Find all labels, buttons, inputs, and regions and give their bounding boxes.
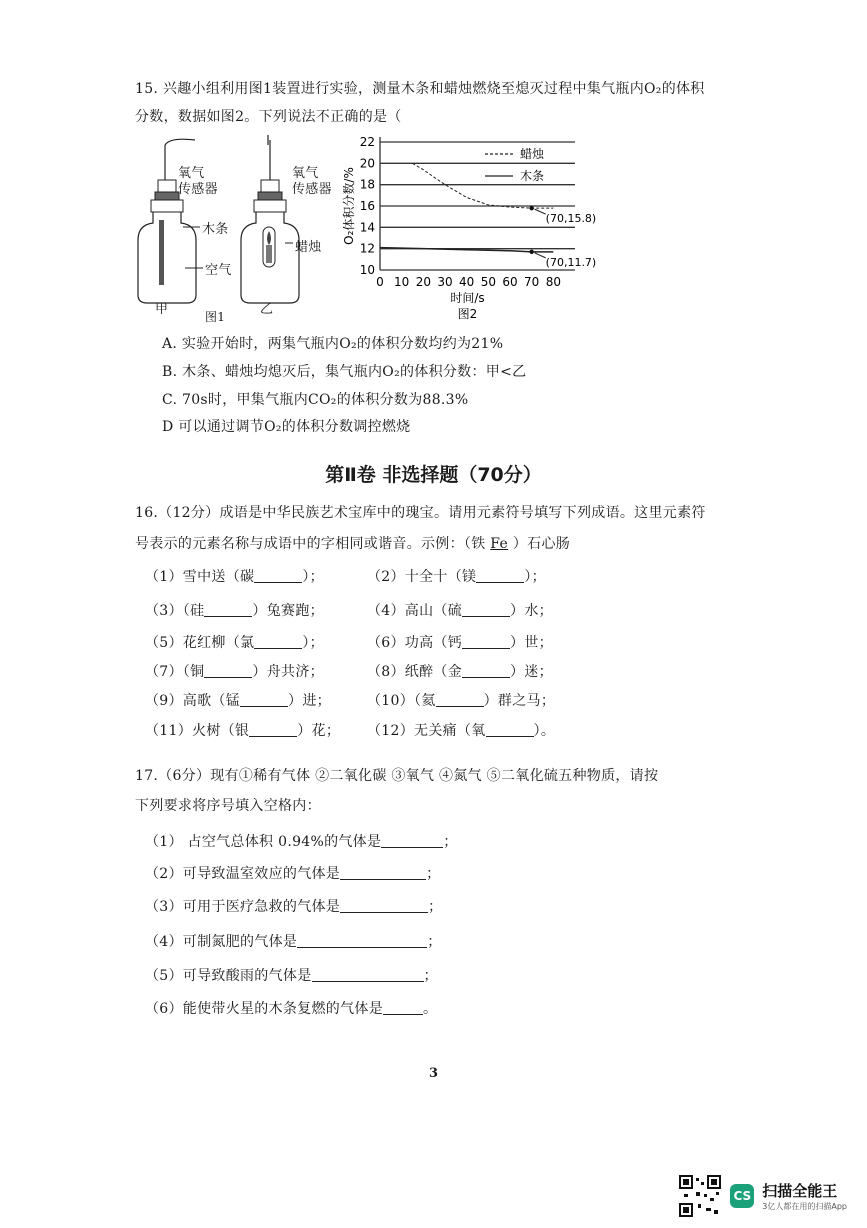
q16-item-suffix: ）舟共济； bbox=[252, 664, 324, 680]
figure-2-chart bbox=[335, 130, 615, 325]
fig1-sensor-label-a-1: 氧气 bbox=[178, 166, 205, 181]
q16-item bbox=[367, 661, 553, 681]
y-tick-label: 20 bbox=[359, 156, 375, 171]
q16-item-text: （2）十全十（镁 bbox=[367, 569, 477, 585]
q16-item-suffix: ）花； bbox=[297, 723, 341, 739]
x-tick-label: 0 bbox=[376, 275, 384, 289]
q17-item-text: （6）能使带火星的木条复燃的气体是 bbox=[145, 1001, 384, 1017]
q16-item-text: （3）（硅 bbox=[145, 603, 205, 619]
watermark-subtitle: 3亿人都在用的扫描App bbox=[762, 1202, 847, 1211]
fig1-sensor-label-b-2: 传感器 bbox=[292, 182, 332, 197]
fig1-sensor-label-b-1: 氧气 bbox=[292, 166, 319, 181]
q16-answer-blank[interactable] bbox=[249, 722, 297, 737]
q16-item-text: （7）（铜 bbox=[145, 664, 205, 680]
q16-answer-blank[interactable] bbox=[240, 692, 288, 707]
y-tick-label: 10 bbox=[359, 263, 375, 277]
annotation-label: (70,11.7) bbox=[545, 255, 597, 269]
q15-option-c: C. 70s时，甲集气瓶内CO₂的体积分数为88.3% bbox=[162, 392, 469, 408]
q16-example-symbol: Fe bbox=[490, 536, 509, 552]
q17-item-suffix: ； bbox=[427, 934, 442, 950]
y-tick-label: 22 bbox=[359, 135, 375, 149]
q17-item-text: （5）可导致酸雨的气体是 bbox=[145, 968, 312, 984]
q16-answer-blank[interactable] bbox=[476, 568, 524, 583]
q16-answer-blank[interactable] bbox=[204, 602, 252, 617]
x-tick-label: 10 bbox=[394, 275, 410, 289]
q16-item bbox=[145, 690, 331, 710]
x-tick-label: 50 bbox=[480, 275, 496, 289]
q17-item-suffix: ； bbox=[426, 866, 441, 882]
q16-item-text: （6）功高（钙 bbox=[367, 635, 463, 651]
x-tick-label: 20 bbox=[415, 275, 431, 289]
fig1-caption: 图1 bbox=[205, 310, 226, 324]
q17-item bbox=[145, 965, 438, 985]
q16-stem-line2-b: ）石心肠 bbox=[508, 536, 571, 552]
q17-stem-line2: 下列要求将序号填入空格内： bbox=[135, 798, 321, 814]
q17-item-suffix: ； bbox=[423, 968, 438, 984]
annotation-point bbox=[529, 206, 533, 210]
fig1-sensor-label-a-2: 传感器 bbox=[178, 182, 218, 197]
q16-answer-blank[interactable] bbox=[486, 722, 534, 737]
q16-item-suffix: ）； bbox=[524, 569, 546, 585]
q16-item-suffix: ）。 bbox=[533, 723, 556, 739]
x-tick-label: 60 bbox=[502, 275, 518, 289]
annotation-leader bbox=[535, 253, 546, 258]
fig1-bottle-jia-label: 甲 bbox=[155, 302, 169, 317]
q17-item-suffix: ； bbox=[443, 834, 458, 850]
q16-item-text: （9）高歌（锰 bbox=[145, 693, 241, 709]
q17-item-text: （2）可导致温室效应的气体是 bbox=[145, 866, 341, 882]
y-axis-label: O₂体积分数/% bbox=[342, 167, 356, 245]
fig1-air-label: 空气 bbox=[205, 263, 232, 278]
q16-item-suffix: ）进； bbox=[288, 693, 331, 709]
qr-code-icon bbox=[678, 1174, 722, 1218]
q17-item-text: （1） 占空气总体积 0.94%的气体是 bbox=[145, 834, 382, 850]
q17-item bbox=[145, 998, 437, 1018]
q16-item-suffix: ）兔赛跑； bbox=[252, 603, 324, 619]
q17-item bbox=[145, 863, 440, 883]
q15-stem-line1: 15. 兴趣小组利用图1装置进行实验，测量木条和蜡烛燃烧至熄灭过程中集气瓶内O₂的体积 bbox=[135, 81, 705, 97]
q16-item-suffix: ）迷； bbox=[510, 664, 553, 680]
y-tick-label: 12 bbox=[359, 241, 375, 256]
q16-item-text: （1）雪中送（碳 bbox=[145, 569, 255, 585]
x-tick-label: 40 bbox=[459, 275, 475, 289]
x-tick-label: 80 bbox=[545, 275, 561, 289]
q17-answer-blank[interactable] bbox=[340, 865, 426, 880]
q17-answer-blank[interactable] bbox=[297, 933, 427, 948]
q16-item-text: （4）高山（硫 bbox=[367, 603, 463, 619]
q16-stem-line2 bbox=[135, 533, 570, 553]
q16-item-suffix: ）世； bbox=[510, 635, 553, 651]
q16-stem-line1: 16.（12分）成语是中华民族艺术宝库中的瑰宝。请用元素符号填写下列成语。这里元素符 bbox=[135, 505, 706, 521]
camscanner-logo-icon: CS bbox=[730, 1184, 754, 1208]
q16-answer-blank[interactable] bbox=[254, 634, 302, 649]
figure-2-caption: 图2 bbox=[457, 307, 478, 321]
legend-label: 木条 bbox=[520, 169, 545, 183]
q16-item bbox=[367, 566, 546, 586]
q16-stem-line2-a: 号表示的元素名称与成语中的字相同或谐音。示例：（铁 bbox=[135, 536, 491, 552]
x-axis-label: 时间/s bbox=[450, 291, 485, 305]
x-tick-label: 70 bbox=[524, 275, 540, 289]
q17-item-text: （4）可制氮肥的气体是 bbox=[145, 934, 298, 950]
q16-item-text: （12）无关痛（氧 bbox=[367, 723, 486, 739]
q17-item-suffix: ； bbox=[428, 899, 443, 915]
fig1-stick-label: 木条 bbox=[202, 222, 229, 237]
q15-option-a: A. 实验开始时，两集气瓶内O₂的体积分数均约为21% bbox=[162, 336, 504, 352]
x-tick-label: 30 bbox=[437, 275, 453, 289]
q16-item bbox=[367, 690, 555, 710]
legend-label: 蜡烛 bbox=[520, 147, 545, 161]
annotation-label: (70,15.8) bbox=[545, 212, 597, 226]
q15-option-d: D 可以通过调节O₂的体积分数调控燃烧 bbox=[162, 419, 411, 435]
q16-item-suffix: ）； bbox=[302, 635, 324, 651]
q16-item bbox=[145, 632, 324, 652]
q16-answer-blank[interactable] bbox=[254, 568, 302, 583]
q16-item-suffix: ）； bbox=[302, 569, 324, 585]
fig1-bottle-yi-label: 乙 bbox=[260, 302, 274, 317]
q16-answer-blank[interactable] bbox=[436, 692, 484, 707]
y-tick-label: 18 bbox=[359, 177, 375, 192]
fig1-candle-label: 蜡烛 bbox=[295, 240, 322, 255]
q16-item bbox=[367, 600, 553, 620]
q16-item-text: （11）火树（银 bbox=[145, 723, 250, 739]
q16-item bbox=[367, 720, 555, 740]
q17-item bbox=[145, 931, 442, 951]
q16-item-text: （5）花红柳（氯 bbox=[145, 635, 255, 651]
q16-item bbox=[145, 600, 324, 620]
section-title: 第Ⅱ卷 非选择题（70分） bbox=[325, 464, 542, 486]
q15-stem-line2: 分数，数据如图2。下列说法不正确的是（ bbox=[135, 109, 402, 125]
bottle-yi bbox=[241, 135, 299, 303]
annotation-leader bbox=[535, 209, 546, 214]
q17-answer-blank[interactable] bbox=[381, 833, 443, 848]
q16-item bbox=[145, 720, 340, 740]
watermark-title: 扫描全能王 bbox=[762, 1182, 838, 1200]
q16-item-text: （10）（氦 bbox=[367, 693, 436, 709]
q16-answer-blank[interactable] bbox=[462, 602, 510, 617]
y-tick-label: 16 bbox=[359, 199, 375, 213]
annotation-point bbox=[529, 250, 533, 254]
q15-option-b: B. 木条、蜡烛均熄灭后，集气瓶内O₂的体积分数：甲<乙 bbox=[162, 364, 527, 380]
y-tick-label: 14 bbox=[359, 220, 375, 235]
q17-stem-line1: 17.（6分）现有①稀有气体 ②二氧化碳 ③氧气 ④氮气 ⑤二氧化硫五种物质，请按 bbox=[135, 768, 659, 784]
scanner-watermark bbox=[678, 1174, 847, 1218]
q16-answer-blank[interactable] bbox=[462, 634, 510, 649]
q17-answer-blank[interactable] bbox=[383, 1000, 423, 1015]
q17-item bbox=[145, 896, 442, 916]
q16-item-suffix: ）群之马； bbox=[483, 693, 556, 709]
q16-answer-blank[interactable] bbox=[204, 663, 252, 678]
q16-item-text: （8）纸醉（金 bbox=[367, 664, 463, 680]
q16-item bbox=[145, 566, 324, 586]
q17-answer-blank[interactable] bbox=[312, 967, 424, 982]
q17-item-text: （3）可用于医疗急救的气体是 bbox=[145, 899, 341, 915]
q17-item-suffix: 。 bbox=[423, 1001, 438, 1017]
q16-item bbox=[145, 661, 324, 681]
q17-item bbox=[145, 831, 458, 851]
q16-item-suffix: ）水； bbox=[510, 603, 553, 619]
q17-answer-blank[interactable] bbox=[340, 898, 428, 913]
page-number: 3 bbox=[428, 1066, 439, 1081]
q16-answer-blank[interactable] bbox=[462, 663, 510, 678]
q16-item bbox=[367, 632, 553, 652]
